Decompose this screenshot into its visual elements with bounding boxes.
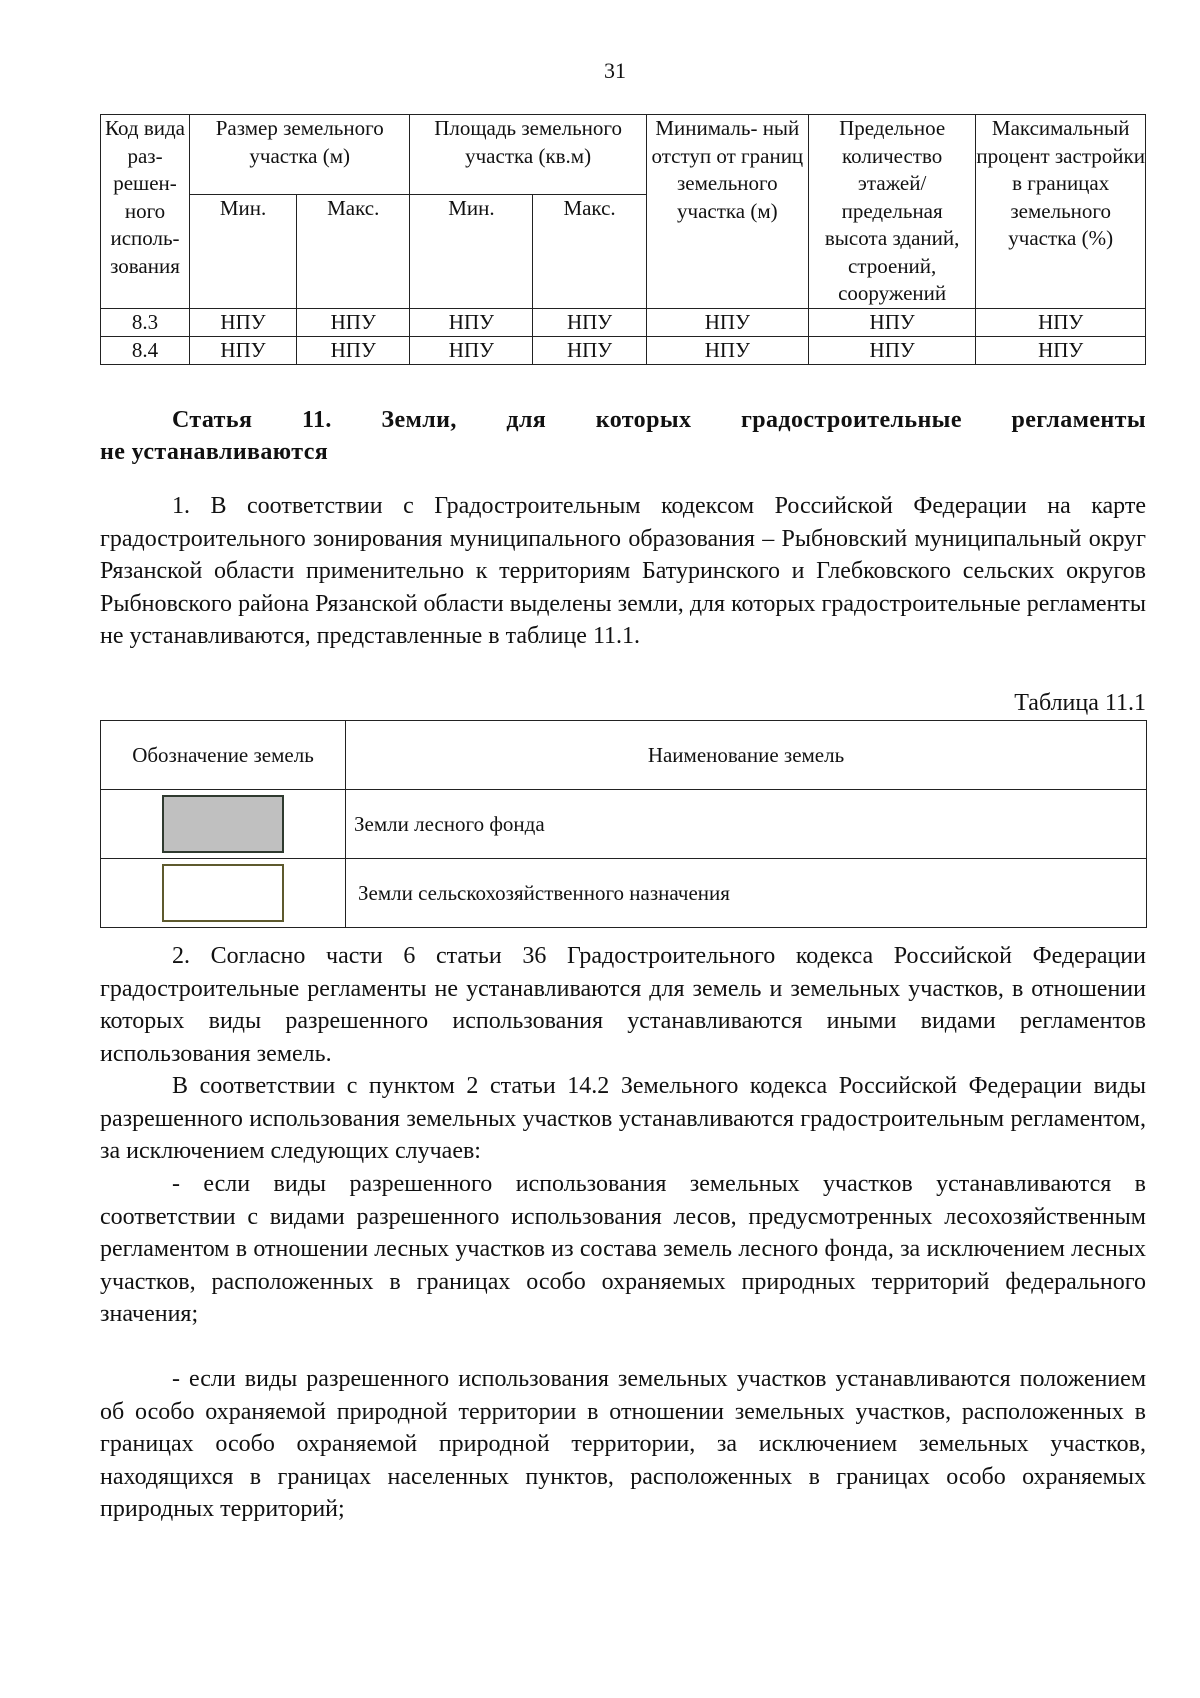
header-floors: Предельное количество этажей/ предельная высота зданий, строений, сооружений [808, 115, 975, 309]
article-title [100, 404, 1146, 468]
cell-value: НПУ [808, 308, 975, 336]
cell-value: НПУ [297, 336, 410, 364]
table-row [101, 790, 1147, 859]
symbol-cell [101, 859, 346, 928]
lands-table [100, 720, 1147, 928]
paragraph-1: 1. В соответствии с Градостроительным кодексом Российской Федерации на карте градостроительного зонирования муниципального образования – Рыбновский муниципальный округ Рязанской области применительно к территориям Батуринского и Глебковского сельских округов Рыбновского района Рязанской области выделены земли, для которых градостроительные регламенты не устанавливаются, представленные в таблице 11.1. [100, 493, 1146, 649]
land-name: Земли сельскохозяйственного назначения [346, 859, 1147, 928]
article-title-line2: не устанавливаются [100, 439, 329, 465]
land-name: Земли лесного фонда [346, 790, 1147, 859]
regulation-table [100, 114, 1146, 365]
cell-value: НПУ [976, 308, 1146, 336]
bullet-item-1: - если виды разрешенного использования земельных участков устанавливаются в соответствии с видами разрешенного использования лесов, предусмотренных лесохозяйственным регламентом в отношении лесных участков из состава земель лесного фонда, за исключением лесных участков, расположенных в границах особо охраняемых природных территорий федерального значения; [100, 1171, 1146, 1327]
article-title-line1: Статья 11. Земли, для которых градостроительные регламенты [172, 407, 1146, 433]
header-name: Наименование земель [346, 721, 1147, 790]
header-size: Размер земельного участка (м) [190, 115, 410, 195]
cell-value: НПУ [808, 336, 975, 364]
paragraph-2: 2. Согласно части 6 статьи 36 Градостроительного кодекса Российской Федерации градостроительные регламенты не устанавливаются для земель и земельных участков, в отношении которых виды разрешенного использования устанавливаются иными видами регламентов использования земель. [100, 943, 1146, 1067]
cell-value: НПУ [297, 308, 410, 336]
cell-code: 8.4 [101, 336, 190, 364]
table-row [101, 859, 1147, 928]
header-setback: Минималь- ный отступ от границ земельного участка (м) [646, 115, 808, 309]
table-caption: Таблица 11.1 [1014, 690, 1146, 716]
page-number: 31 [604, 58, 626, 83]
lands-table-header [101, 721, 1147, 790]
table-row [101, 336, 1146, 364]
cell-value: НПУ [533, 336, 646, 364]
header-code: Код вида раз- решен- ного исполь- зования [101, 115, 190, 309]
header-size-max: Макс. [297, 195, 410, 308]
header-area: Площадь земельного участка (кв.м) [410, 115, 646, 195]
header-symbol: Обозначение земель [101, 721, 346, 790]
cell-value: НПУ [190, 308, 297, 336]
cell-value: НПУ [190, 336, 297, 364]
forest-land-swatch [162, 795, 284, 853]
header-area-max: Макс. [533, 195, 646, 308]
cell-value: НПУ [976, 336, 1146, 364]
cell-value: НПУ [646, 336, 808, 364]
bullet-item-2: - если виды разрешенного использования земельных участков устанавливаются положением об особо охраняемой природной территории в отношении земельных участков, расположенных в границах особо охраняемой природной территории, за исключением земельных участков, находящихся в границах населенных пунктов, расположенных в границах особо охраняемых природных территорий; [100, 1366, 1146, 1522]
cell-code: 8.3 [101, 308, 190, 336]
header-size-min: Мин. [190, 195, 297, 308]
table-row [101, 308, 1146, 336]
header-area-min: Мин. [410, 195, 533, 308]
cell-value: НПУ [410, 336, 533, 364]
cell-value: НПУ [646, 308, 808, 336]
paragraph-3: В соответствии с пунктом 2 статьи 14.2 Земельного кодекса Российской Федерации виды разрешенного использования земельных участков устанавливаются градостроительным регламентом, за исключением следующих случаев: [100, 1073, 1146, 1164]
cell-value: НПУ [410, 308, 533, 336]
header-coverage: Максимальный процент застройки в границах земельного участка (%) [976, 115, 1146, 309]
agricultural-land-swatch [162, 864, 284, 922]
symbol-cell [101, 790, 346, 859]
cell-value: НПУ [533, 308, 646, 336]
